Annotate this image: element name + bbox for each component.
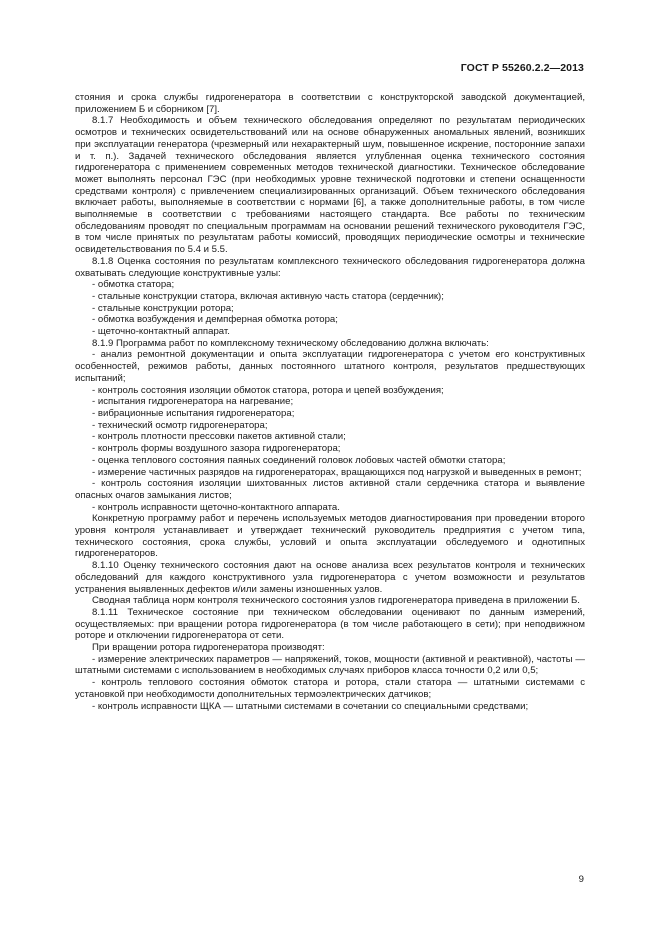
paragraph: стояния и срока службы гидрогенератора в соответствии с конструкторской заводской документацией, приложением Б и сборником [7]. [75,92,585,115]
paragraph: - контроль исправности щеточно-контактного аппарата. [92,501,340,513]
paragraph: 8.1.9 Программа работ по комплексному техническому обследованию должна включать: [92,337,489,349]
paragraph: - вибрационные испытания гидрогенератора; [92,407,295,419]
paragraph: - измерение электрических параметров — напряжений, токов, мощности (активной и реактивной), частоты — штатными системами с использованием в необходимых случаях приборов класса точности 0,2 или 0,5; [75,653,585,677]
paragraph: - анализ ремонтной документации и опыта эксплуатации гидрогенератора с учетом его конструктивных особенностей, режимов работы, данных постоянного штатного контроля, результатов предшествующих испытаний; [75,349,585,384]
paragraph: 8.1.7 Необходимость и объем технического обследования определяют по результатам периодических осмотров и технических освидетельствований или на основе обнаруженных аномальных явлений, возникших при эксплуатации генератора (чрезмерный или нехарактерный шум, повышенное искрение, посторонние запахи и т. п.). Задачей технического обследования является углубленная оценка технического состояния гидрогенератора с применением современных методов технической диагностики. Техническое обследование может выполнять персонал ГЭС (при необходимых уровне технической подготовки и степени оснащенности средствами контроля) с привлечением специализированных организаций. Объем технического обследования включает работы, выполняемые в соответствии с нормами [6], а также дополнительные работы, в том числе выполняемые в соответствии с требованиями настоящего стандарта. Все работы по техническим обследованиям проводят по специальным программам на основании решений технического руководителя ГЭС, в том числе принятых по результатам работы комиссий, проводящих периодические осмотры и технические освидетельствования по 5.4 и 5.5. [75,115,585,256]
paragraph: - щеточно-контактный аппарат. [92,326,230,338]
paragraph: - испытания гидрогенератора на нагревание; [92,396,294,408]
paragraph: - оценка теплового состояния паяных соединений головок лобовых частей обмотки статора; [92,454,506,466]
paragraph: 8.1.10 Оценку технического состояния дают на основе анализа всех результатов контроля и технических обследований для каждого конструктивного узла гидрогенератора с учетом возможности и результатов устранения выявленных дефектов и/или замены изношенных узлов. [75,560,585,595]
paragraph: - стальные конструкции статора, включая активную часть статора (сердечник); [92,290,444,302]
paragraph: - контроль состояния изоляции шихтованных листов активной стали сердечника статора и выявление опасных очагов замыкания листов; [75,478,585,501]
paragraph: - контроль плотности прессовки пакетов активной стали; [92,431,346,443]
paragraph: - контроль теплового состояния обмоток статора и ротора, стали статора — штатными системами с установкой при необходимости дополнительных термоэлектрических датчиков; [75,677,585,700]
paragraph: Конкретную программу работ и перечень используемых методов диагностирования при проведении второго уровня контроля устанавливает и утверждает технический руководитель предприятия с учетом типа, технического состояния, срока службы, условий и опыта эксплуатации обследуемого и однотипных гидрогенераторов. [75,513,585,560]
paragraph: - контроль состояния изоляции обмоток статора, ротора и цепей возбуждения; [92,384,444,396]
paragraph: 8.1.11 Техническое состояние при техническом обследовании оценивают по данным измерений, осуществляемых: при вращении ротора гидрогенератора (в том числе работающего в сети); при неподвижном роторе и отключении гидрогенератора от сети. [75,606,585,642]
paragraph: При вращении ротора гидрогенератора производят: [92,642,325,654]
paragraph: - обмотка возбуждения и демпферная обмотка ротора; [92,314,338,326]
paragraph: - стальные конструкции ротора; [92,302,234,314]
document-body [75,92,585,712]
page-number: 9 [578,874,584,885]
document-standard-header: ГОСТ Р 55260.2.2—2013 [460,62,584,74]
paragraph: - контроль формы воздушного зазора гидрогенератора; [92,443,341,455]
paragraph: 8.1.8 Оценка состояния по результатам комплексного технического обследования гидрогенератора должна охватывать следующие конструктивные узлы: [75,255,585,279]
paragraph: - контроль исправности ЩКА — штатными системами в сочетании со специальными средствами; [92,700,529,712]
paragraph: - технический осмотр гидрогенератора; [92,419,268,431]
paragraph: - измерение частичных разрядов на гидрогенераторах, вращающихся под нагрузкой и выведенных в ремонт; [92,466,582,478]
paragraph: Сводная таблица норм контроля технического состояния узлов гидрогенератора приведена в приложении Б. [92,595,580,607]
paragraph: - обмотка статора; [92,279,175,291]
